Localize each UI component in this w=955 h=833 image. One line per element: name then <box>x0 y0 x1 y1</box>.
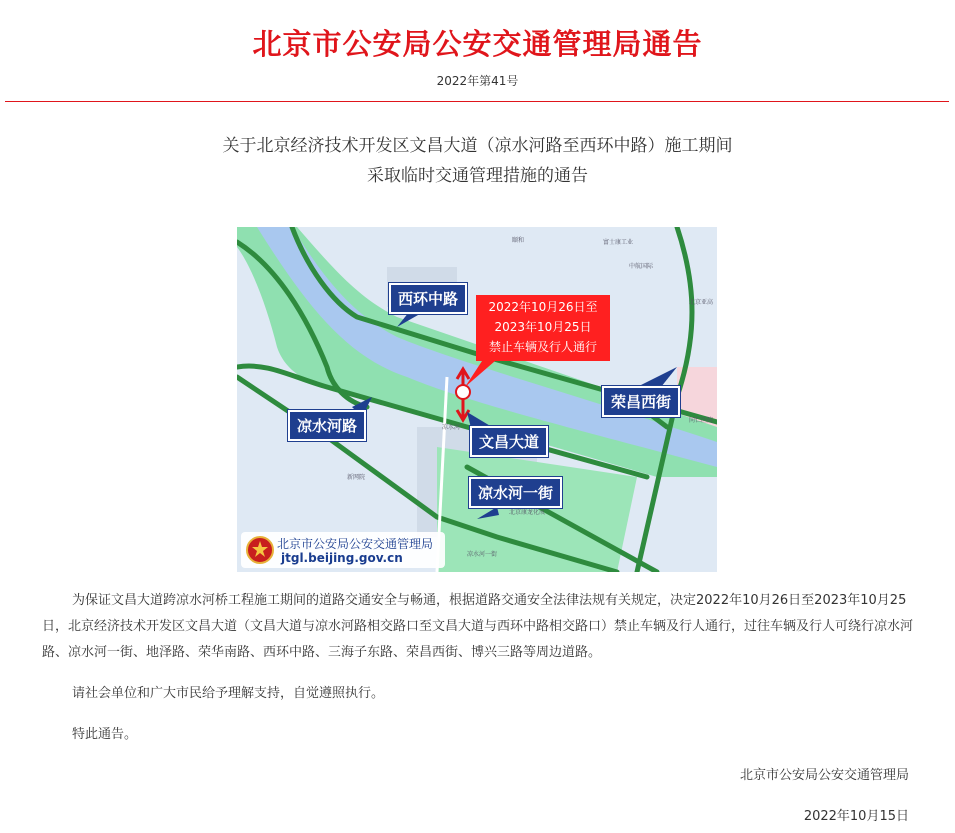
closure-callout <box>476 295 610 361</box>
notice-paragraph: 特此通告。 <box>72 727 138 742</box>
poi-label: 北京康龙化成 <box>509 509 546 516</box>
notice-paragraph: 请社会单位和广大市民给予理解支持，自觉遵照执行。 <box>72 686 385 701</box>
traffic-map <box>237 227 717 572</box>
watermark-bureau-name: 北京市公安局公安交通管理局 <box>277 537 434 551</box>
notice-number: 2022年第41号 <box>436 74 519 88</box>
poi-label: 中航国际 <box>629 263 654 270</box>
notice-title-line2: 采取临时交通管理措施的通告 <box>367 166 588 186</box>
poi-label: 凉水河 <box>442 424 461 431</box>
bureau-watermark <box>241 532 445 568</box>
poi-label: 新网院 <box>347 474 366 481</box>
poi-label: 颐和 <box>512 237 525 244</box>
map-label-rongchang: 荣昌西街 <box>602 386 680 417</box>
notice-paragraph: 为保证文昌大道跨凉水河桥工程施工期间的道路交通安全与畅通，根据道路交通安全法律法规有关规定，决定2022年10月26日至2023年10月25日，北京经济技术开发区文昌大道（文昌大道与凉水河路相交路口至文昌大道与西环中路相交路口）禁止车辆及行人通行，过往车辆及行人可绕行凉水河路、凉水河一街、地泽路、荣华南路、西环中路、三海子东路、荣昌西街、博兴三路等周边道路。 <box>42 593 914 660</box>
issuer-signature: 北京市公安局公安交通管理局 <box>739 768 909 783</box>
notice-title <box>0 131 955 191</box>
poi-label: 北京亚高 <box>689 299 714 306</box>
notice-header-title: 北京市公安局公安交通管理局通告 <box>252 27 703 61</box>
police-emblem-icon <box>245 535 275 565</box>
map-label-liangshuihe-road: 凉水河路 <box>288 410 366 441</box>
map-label-liangshuihe-yijie: 凉水河一街 <box>469 477 562 508</box>
map-label-xihuan: 西环中路 <box>389 283 467 314</box>
notice-title-line1: 关于北京经济技术开发区文昌大道（凉水河路至西环中路）施工期间 <box>222 136 733 156</box>
watermark-url: jtgl.beijing.gov.cn <box>281 551 403 565</box>
callout-line3: 禁止车辆及行人通行 <box>488 340 597 354</box>
map-label-wenchang: 文昌大道 <box>470 426 548 457</box>
callout-line2: 2023年10月25日 <box>494 320 592 334</box>
poi-label: 同仁医院 <box>689 417 714 424</box>
header-divider <box>5 101 949 102</box>
issue-date: 2022年10月15日 <box>803 809 909 824</box>
closure-point <box>456 385 470 399</box>
poi-label: 富士康工业 <box>603 239 634 246</box>
callout-line1: 2022年10月26日至 <box>488 300 598 314</box>
poi-label: 凉水河一街 <box>467 551 498 558</box>
